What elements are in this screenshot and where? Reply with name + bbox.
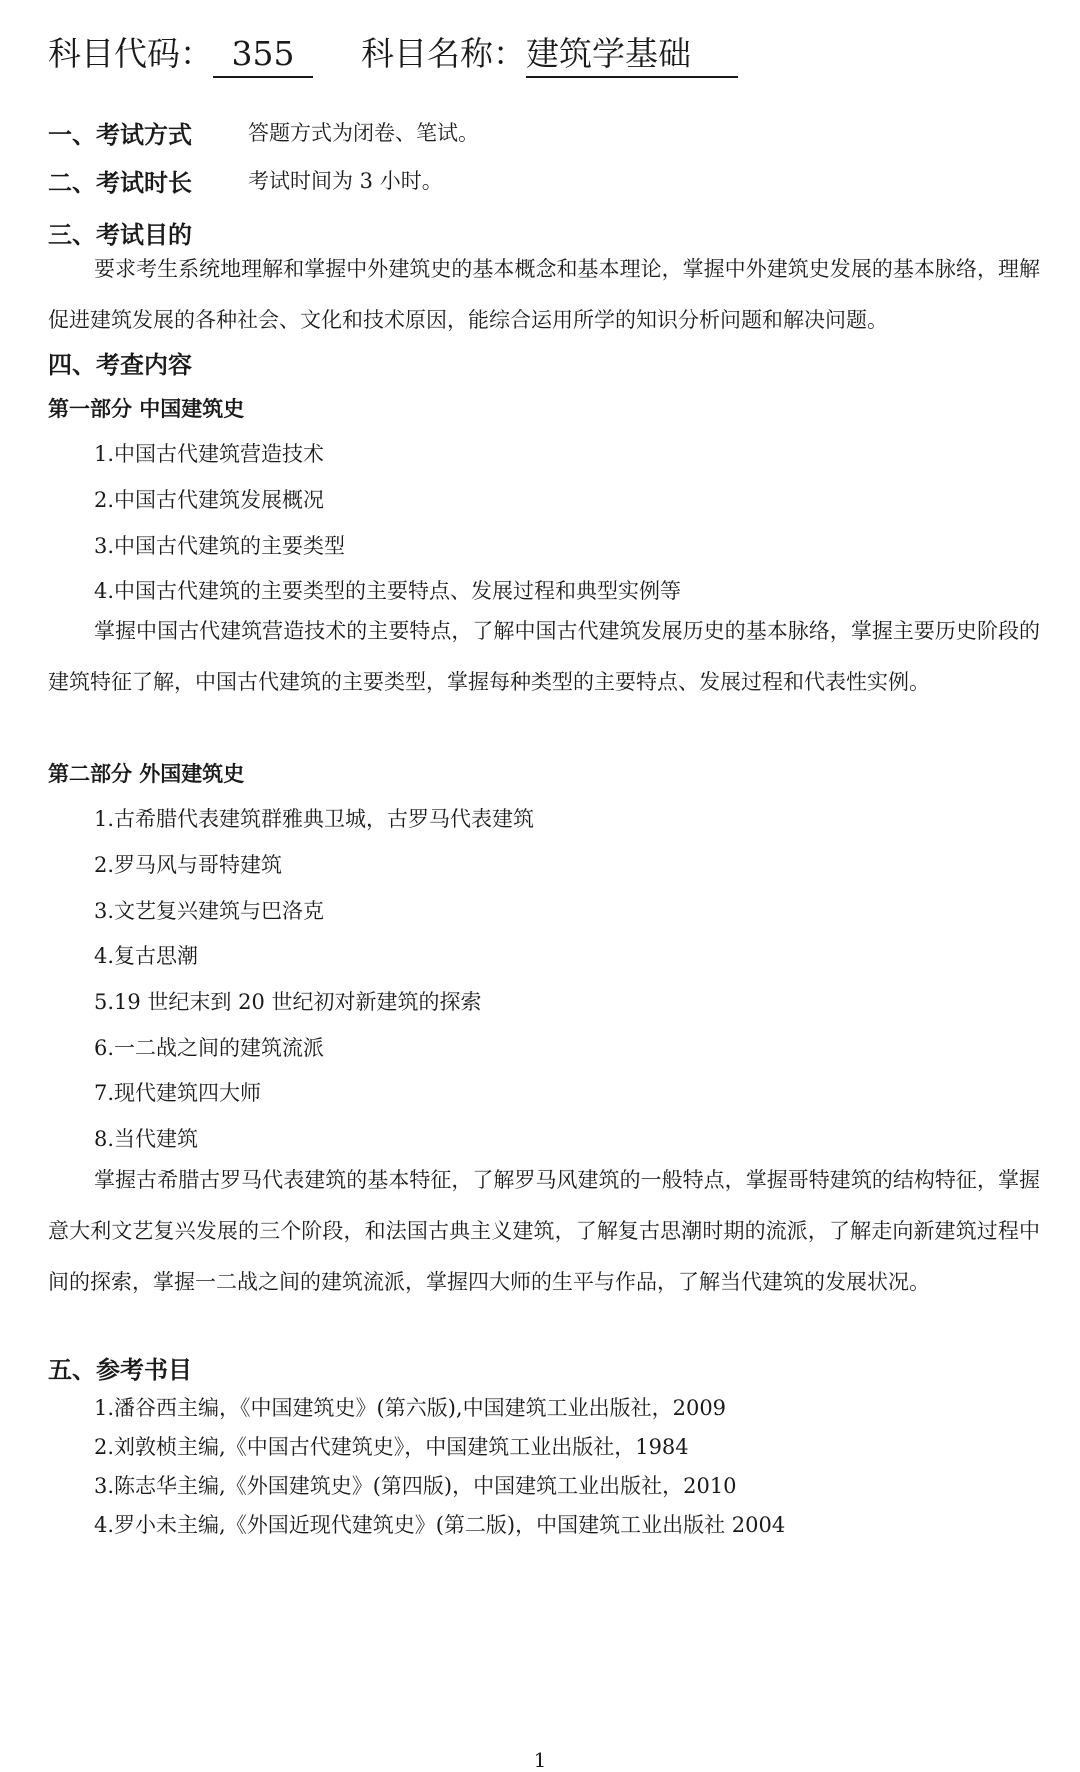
list-item: 5.19 世纪末到 20 世纪初对新建筑的探索 [94,990,482,1014]
list-item: 2.中国古代建筑发展概况 [94,488,325,512]
list-item: 4.复古思潮 [94,944,199,968]
subject-header [48,28,738,78]
subject-name-value: 建筑学基础 [526,32,738,78]
page-number: 1 [533,1748,547,1772]
list-item: 3.陈志华主编,《外国建筑史》(第四版)，中国建筑工业出版社，2010 [94,1474,737,1498]
section-content-title: 四、考查内容 [48,351,192,379]
section-exam-method-title: 一、考试方式 [48,121,192,149]
list-item: 3.中国古代建筑的主要类型 [94,534,346,558]
list-item: 4.中国古代建筑的主要类型的主要特点、发展过程和典型实例等 [94,579,682,603]
subject-code-label: 科目代码： [48,34,213,73]
subject-name-label: 科目名称： [361,34,526,73]
section-references-title: 五、参考书目 [48,1356,192,1384]
section-exam-method-text: 答题方式为闭卷、笔试。 [248,121,479,145]
list-item: 3.文艺复兴建筑与巴洛克 [94,899,325,923]
list-item: 8.当代建筑 [94,1127,199,1151]
section-exam-purpose-title: 三、考试目的 [48,221,192,249]
section-exam-duration-text: 考试时间为 3 小时。 [248,169,443,193]
part2-summary: 掌握古希腊古罗马代表建筑的基本特征，了解罗马风建筑的一般特点，掌握哥特建筑的结构特征，掌握意大利文艺复兴发展的三个阶段，和法国古典主义建筑，了解复古思潮时期的流派，了解走向新建筑过程中间的探索，掌握一二战之间的建筑流派，掌握四大师的生平与作品，了解当代建筑的发展状况。 [48,1168,1040,1294]
list-item: 6.一二战之间的建筑流派 [94,1036,325,1060]
part1-summary: 掌握中国古代建筑营造技术的主要特点，了解中国古代建筑发展历史的基本脉络，掌握主要历史阶段的建筑特征了解，中国古代建筑的主要类型，掌握每种类型的主要特点、发展过程和代表性实例。 [48,619,1040,694]
part2-title: 第二部分 外国建筑史 [48,762,245,786]
section-exam-purpose-text: 要求考生系统地理解和掌握中外建筑史的基本概念和基本理论，掌握中外建筑史发展的基本脉络，理解促进建筑发展的各种社会、文化和技术原因，能综合运用所学的知识分析问题和解决问题。 [48,257,1040,332]
list-item: 2.罗马风与哥特建筑 [94,853,283,877]
list-item: 7.现代建筑四大师 [94,1081,262,1105]
list-item: 1.中国古代建筑营造技术 [94,442,325,466]
subject-code-value: 355 [213,32,313,78]
section-exam-duration-title: 二、考试时长 [48,169,192,197]
part1-title: 第一部分 中国建筑史 [48,397,245,421]
list-item: 1.古希腊代表建筑群雅典卫城，古罗马代表建筑 [94,807,535,831]
list-item: 1.潘谷西主编，《中国建筑史》(第六版),中国建筑工业出版社，2009 [94,1396,727,1420]
list-item: 4.罗小未主编,《外国近现代建筑史》(第二版)，中国建筑工业出版社 2004 [94,1513,786,1537]
list-item: 2.刘敦桢主编,《中国古代建筑史》，中国建筑工业出版社，1984 [94,1435,689,1459]
